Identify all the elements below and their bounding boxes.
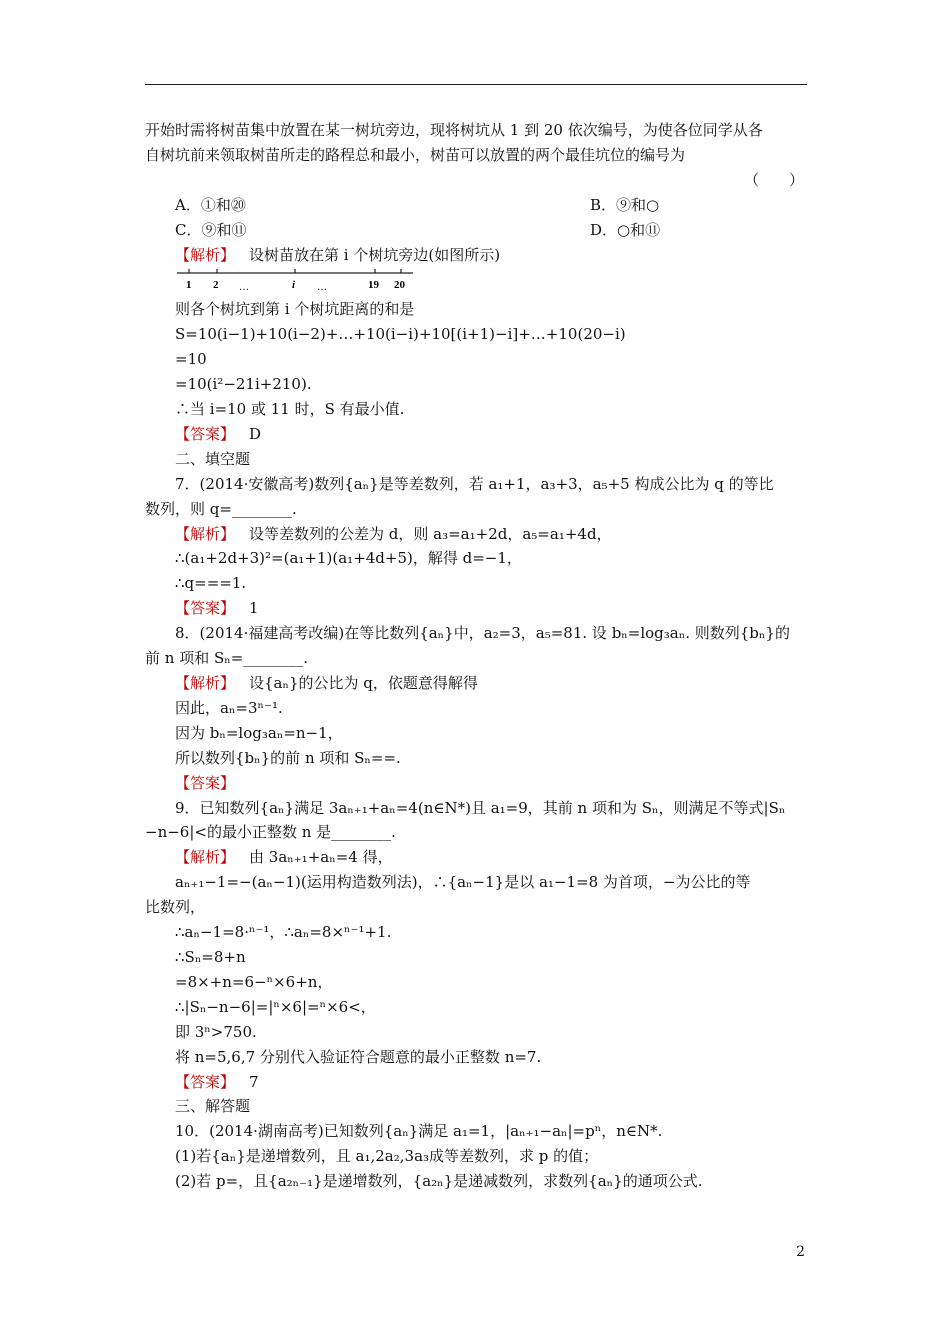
analysis-tag: 【解析】 [175,524,236,543]
q9-step1: aₙ₊₁−1=−(aₙ−1)(运用构造数列法)，∴{aₙ−1}是以 a₁−1=8 为首项，−为公比的等 [175,873,751,892]
answer-value: 1 [249,599,259,618]
q6-step3: =10 [175,350,207,369]
q8-step1: 因此，aₙ=3ⁿ⁻¹. [175,698,283,717]
q10-text-line3: (2)若 p=，且{a₂ₙ₋₁}是递增数列，{a₂ₙ}是递减数列，求数列{aₙ}的通项公式. [175,1172,703,1191]
q9-step3: ∴aₙ−1=8·ⁿ⁻¹，∴aₙ=8×ⁿ⁻¹+1. [175,923,392,942]
q6-answer [145,422,810,447]
analysis-text: 设{aₙ}的公比为 q，依题意得解得 [249,674,478,692]
q9-step4: ∴Sₙ=8+n [175,947,246,966]
q6-text-line2: 自树坑前来领取树苗所走的路程总和最小，树苗可以放置的两个最佳坑位的编号为 [145,145,686,164]
q8-analysis [145,671,810,696]
answer-value: 7 [249,1072,259,1091]
option-b: B．⑨和○ [590,195,660,214]
analysis-text: 设等差数列的公差为 d，则 a₃=a₁+2d，a₅=a₁+4d， [249,524,612,543]
q10-text-line2: (1)若{aₙ}是递增数列，且 a₁,2a₂,3a₃成等差数列，求 p 的值； [175,1147,599,1166]
section-solution-heading: 三、解答题 [175,1097,251,1116]
header-rule [145,84,807,85]
q9-answer [145,1070,810,1095]
answer-tag: 【答案】 [175,773,236,792]
option-d: D．○和⑪ [590,220,661,239]
answer-value: D [249,424,262,443]
tick-label-2: 2 [213,279,219,292]
q9-step7: 即 3ⁿ>750. [175,1022,257,1041]
q8-step2: 因为 bₙ=log₃aₙ=n−1， [175,723,343,742]
q6-analysis [145,243,810,268]
q7-step1: ∴(a₁+2d+3)²=(a₁+1)(a₁+4d+5)，解得 d=−1， [175,549,522,568]
q7-text-line1: 7．(2014·安徽高考)数列{aₙ}是等差数列，若 a₁+1，a₃+3，a₅+5 构成公比为 q 的等比 [175,474,774,493]
q9-step8: 将 n=5,6,7 分别代入验证符合题意的最小正整数 n=7. [175,1047,542,1066]
analysis-tag: 【解析】 [175,674,236,692]
answer-parentheses: （ ） [743,170,804,189]
answer-tag: 【答案】 [175,599,236,618]
q8-step3: 所以数列{bₙ}的前 n 项和 Sₙ==. [175,748,401,767]
q9-text-line2: −n−6|<的最小正整数 n 是________. [145,823,396,842]
q6-step1: 则各个树坑到第 i 个树坑距离的和是 [175,300,415,319]
q8-answer [145,771,810,796]
q9-step2: 比数列， [145,898,206,917]
analysis-text: 设树苗放在第 i 个树坑旁边(如图所示) [249,245,501,264]
q6-step5: ∴当 i=10 或 11 时，S 有最小值. [175,400,405,419]
answer-tag: 【答案】 [175,1072,236,1091]
options-row-2 [145,218,810,243]
ellipsis-label-1: … [239,282,249,294]
q6-text-line1: 开始时需将树苗集中放置在某一树坑旁边，现将树坑从 1 到 20 依次编号，为使各位同学从各 [145,121,763,139]
analysis-tag: 【解析】 [175,848,236,867]
q6-step2: S=10(i−1)+10(i−2)+…+10(i−i)+10[(i+1)−i]+…+10(20−i) [175,325,626,344]
q9-text-line1: 9．已知数列{aₙ}满足 3aₙ₊₁+aₙ=4(n∈N*)且 a₁=9，其前 n 项和为 Sₙ，则满足不等式|Sₙ [175,798,786,817]
q10-text-line1: 10．(2014·湖南高考)已知数列{aₙ}满足 a₁=1，|aₙ₊₁−aₙ|=pⁿ，n∈N*. [175,1122,663,1141]
section-fill-in-heading: 二、填空题 [175,449,251,468]
analysis-tag: 【解析】 [175,245,236,264]
option-c: C．⑨和⑪ [175,220,247,239]
q7-text-line2: 数列，则 q=________. [145,499,297,518]
page-content [145,118,810,1194]
tick-label-20: 20 [394,279,405,292]
q9-analysis [145,845,810,870]
q7-answer [145,596,810,621]
q8-text-line1: 8．(2014·福建高考改编)在等比数列{aₙ}中，a₂=3，a₅=81. 设 bₙ=log₃aₙ. 则数列{bₙ}的 [175,624,790,643]
number-line-figure [177,267,810,297]
tick-label-1: 1 [186,279,192,292]
page-number: 2 [796,1244,805,1260]
q7-analysis [145,522,810,547]
analysis-text: 由 3aₙ₊₁+aₙ=4 得， [249,848,393,867]
q9-step6: ∴|Sₙ−n−6|=|ⁿ×6|=ⁿ×6<， [175,997,376,1016]
q9-step5: =8×+n=6−ⁿ×6+n， [175,972,333,991]
options-row-1 [145,193,810,218]
number-line-svg [177,267,417,297]
tick-label-i: i [292,279,296,292]
q7-step2: ∴q===1. [175,574,247,593]
option-a: A．①和⑳ [175,195,246,214]
q6-step4: =10(i²−21i+210). [175,375,312,394]
q8-text-line2: 前 n 项和 Sₙ=________. [145,649,309,668]
answer-tag: 【答案】 [175,424,236,443]
ellipsis-label-2: … [317,282,327,294]
tick-label-19: 19 [368,279,379,292]
